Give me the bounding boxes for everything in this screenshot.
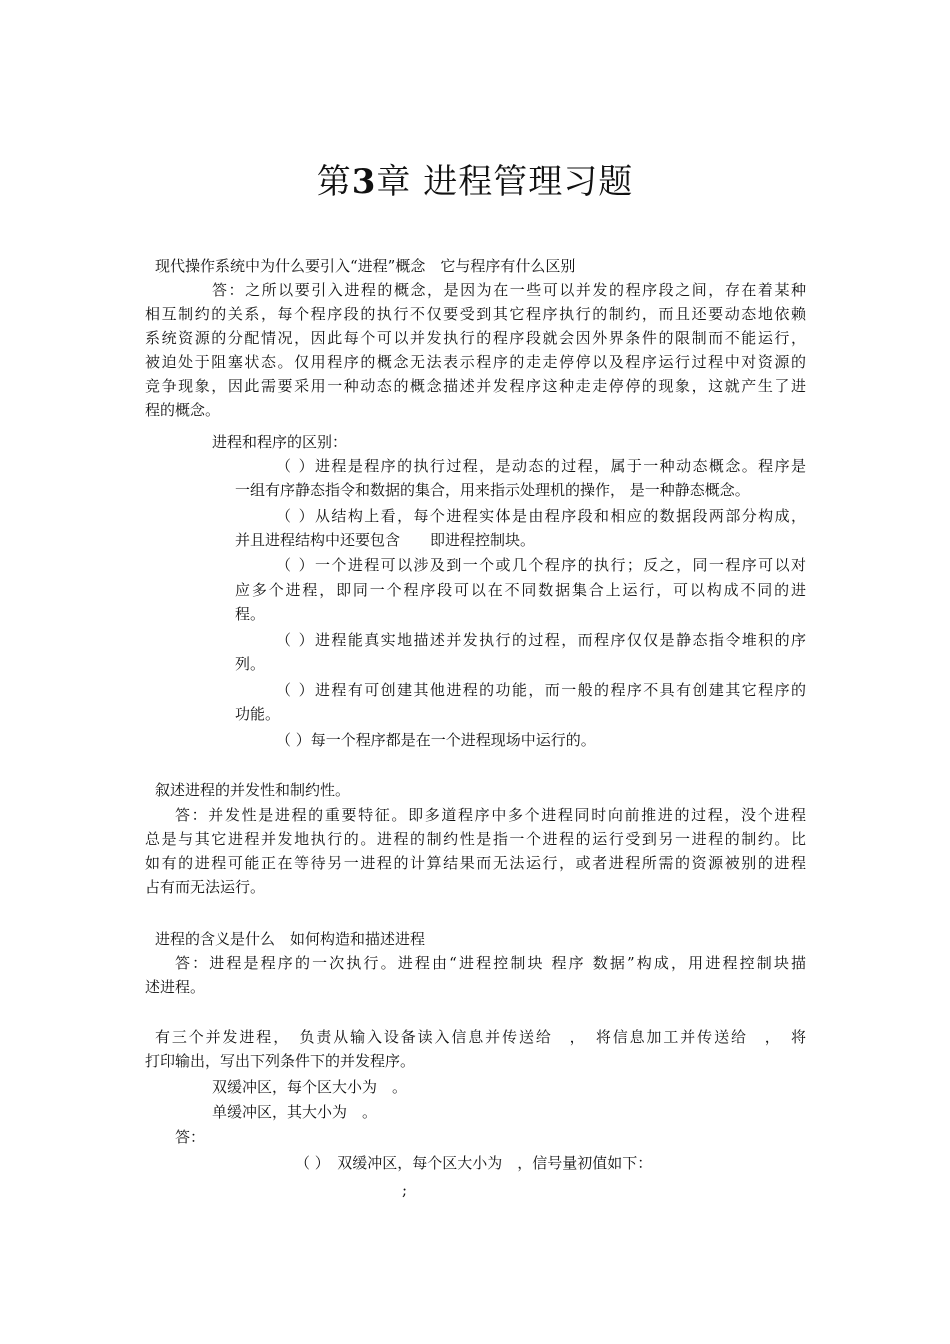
q2-question: 叙述进程的并发性和制约性。: [155, 781, 351, 799]
q1-answer-line: 竞争现象，因此需要采用一种动态的概念描述并发程序这种走走停停的现象，这就产生了进: [145, 377, 806, 395]
q3-answer-line: 答：进程是程序的一次执行。进程由“进程控制块 程序 数据”构成，用进程控制块描: [175, 954, 806, 972]
q1-answer-line: 相互制约的关系，每个程序段的执行不仅要受到其它程序执行的制约，而且还要动态地依赖: [145, 305, 806, 323]
q1-answer-line: 被迫处于阻塞状态。仅用程序的概念无法表示程序的走走停停以及程序运行过程中对资源的: [145, 353, 806, 371]
q1-answer-line: 系统资源的分配情况，因此每个可以并发执行的程序段就会因外界条件的限制而不能运行，: [145, 329, 806, 347]
q2-answer-line: 占有而无法运行。: [145, 878, 266, 896]
q1-diff-line: （ ）进程能真实地描述并发执行的过程，而程序仅仅是静态指令堆积的序: [276, 631, 806, 649]
title-prefix: 第: [316, 162, 352, 202]
q1-diff-line: 应多个进程，即同一个程序段可以在不同数据集合上运行，可以构成不同的进: [235, 581, 806, 599]
q4-semicolon: ;: [402, 1181, 408, 1199]
q2-answer-line: 答：并发性是进程的重要特征。即多道程序中多个进程同时向前推进的过程，没个进程: [175, 806, 806, 824]
q3-question: 进程的含义是什么 如何构造和描述进程: [155, 930, 426, 948]
q2-answer-line: 总是与其它进程并发地执行的。进程的制约性是指一个进程的运行受到另一进程的制约。比: [145, 830, 806, 848]
q4-question-line: 打印输出，写出下列条件下的并发程序。: [145, 1052, 416, 1070]
q1-diff-line: （ ）进程是程序的执行过程，是动态的过程，属于一种动态概念。程序是: [276, 457, 806, 475]
q1-diff-line: 一组有序静态指令和数据的集合，用来指示处理机的操作， 是一种静态概念。: [235, 481, 750, 499]
q1-diff-line: （ ）进程有可创建其他进程的功能，而一般的程序不具有创建其它程序的: [276, 681, 806, 699]
q1-diff-line: （ ）一个进程可以涉及到一个或几个程序的执行；反之，同一程序可以对: [276, 556, 806, 574]
q1-question: 现代操作系统中为什么要引入“进程”概念 它与程序有什么区别: [155, 257, 576, 275]
q4-condition: 单缓冲区，其大小为 。: [212, 1103, 378, 1121]
q1-diff-heading: 进程和程序的区别：: [212, 433, 348, 451]
q3-answer-line: 述进程。: [145, 978, 206, 996]
q4-answer-label: 答：: [175, 1128, 206, 1146]
q4-condition: 双缓冲区，每个区大小为 。: [212, 1078, 408, 1096]
q1-diff-line: 程。: [235, 605, 266, 623]
q1-diff-line: 功能。: [235, 705, 281, 723]
title-suffix: 章 进程管理习题: [376, 162, 634, 202]
q1-answer-line: 答：之所以要引入进程的概念，是因为在一些可以并发的程序段之间，存在着某种: [212, 281, 806, 299]
q1-diff-line: （ ）从结构上看，每个进程实体是由程序段和相应的数据段两部分构成，: [276, 507, 806, 525]
q1-answer-line: 程的概念。: [145, 401, 221, 419]
chapter-title: [0, 158, 950, 206]
q2-answer-line: 如有的进程可能正在等待另一进程的计算结果而无法运行，或者进程所需的资源被别的进程: [145, 854, 806, 872]
q4-question-line: 有三个并发进程， 负责从输入设备读入信息并传送给 ， 将信息加工并传送给 ， 将: [155, 1028, 806, 1046]
q1-diff-line: （ ）每一个程序都是在一个进程现场中运行的。: [276, 731, 596, 749]
q1-diff-line: 并且进程结构中还要包含 即进程控制块。: [235, 531, 536, 549]
title-number: 3: [351, 162, 377, 202]
q1-diff-line: 列。: [235, 655, 266, 673]
q4-case1: （ ） 双缓冲区，每个区大小为 ，信号量初值如下：: [295, 1154, 653, 1172]
